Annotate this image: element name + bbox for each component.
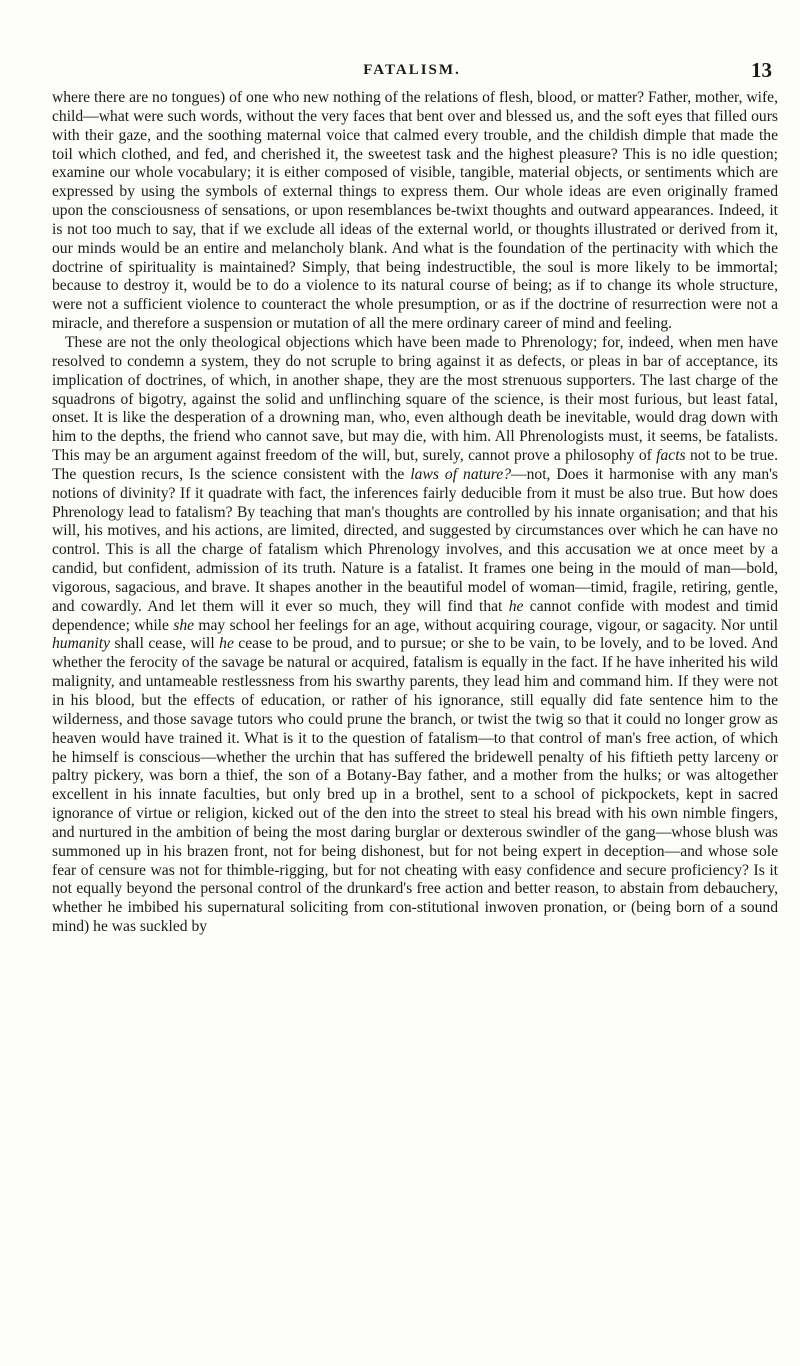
paragraph-text: —not, Does it harmonise with any man's notions of divinity? If it quadrate with fact, the inferences fairly deducible from it must be also true. But how does Phrenology lead to fatalism? By teaching that man's thoughts are controlled by his innate organisation; and that his will, his motives, and his actions, are limited, directed, and suggested by circumstances over which he can have no control. This is all the charge of fatalism which Phrenology involves, and this accusation we at once meet by a candid, but confident, admission of its truth. Nature is a fatalist. It frames one being in the mould of man—bold, vigorous, sagacious, and brave. It shapes another in the beautiful model of woman—timid, fragile, retiring, gentle, and cowardly. And let them will it ever so much, they will find that	[52, 465, 778, 615]
paragraph-text: not to be true. The question recurs, Is the science consistent with the	[52, 447, 778, 483]
running-header	[52, 58, 772, 86]
italic-text: she	[173, 616, 195, 634]
paragraph	[52, 334, 778, 937]
italic-text: facts	[656, 447, 686, 465]
italic-text: he	[508, 597, 524, 615]
italic-text: humanity	[52, 635, 111, 653]
paragraph-text: shall cease, will	[110, 635, 220, 653]
italic-text: he	[219, 635, 234, 653]
paragraph	[52, 89, 778, 334]
paragraph-text: These are not the only theological objections which have been made to Phrenology; for, indeed, when men have resolved to condemn a system, they do not scruple to bring against it as defects, or pleas in bar of acceptance, its implication of doctrines, of which, in another shape, they are the most strenuous supporters. The last charge of the squadrons of bigotry, against the solid and unflinching square of the science, is their most furious, but least fatal, onset. It is like the desperation of a drowning man, who, even although death be inevitable, would drag down with him to the depths, the friend who cannot save, but may die, with him. All Phrenologists must, it seems, be fatalists. This may be an argument against freedom of the will, but, surely, cannot prove a philosophy of	[52, 333, 778, 465]
paragraph-text: may school her feelings for an age, without acquiring courage, vigour, or sagacity. Nor until	[194, 616, 778, 634]
italic-text: laws of nature?	[410, 465, 511, 483]
page-number: 13	[751, 58, 772, 82]
chapter-title: FATALISM.	[363, 62, 461, 78]
body-text	[52, 89, 778, 937]
paragraph-text: cease to be proud, and to pursue; or she to be vain, to be lovely, and to be loved. And whether the ferocity of the savage be natural or acquired, fatalism is equally in the fact. If he have inherited his wild malignity, and untameable restlessness from his swarthy parents, they lead him and command him. If they were not in his blood, but the effects of education, or rather of his ignorance, still equally did fate sentence him to the wilderness, and those savage tutors who could prune the branch, or twist the twig so that it could no longer grow as heaven would have trained it. What is it to the question of fatalism—to that control of man's free action, of which he himself is conscious—whether the urchin that has suffered the bridewell penalty of his fiftieth petty larceny or paltry pickery, was born a thief, the son of a Botany-Bay father, and a mother from the hulks; or was altogether excellent in his innate faculties, but only bred up in a brothel, sent to a school of pickpockets, kept in sacred ignorance of virtue or religion, kicked out of the den into the street to steal his bread with his own nimble fingers, and nurtured in the ambition of being the most daring burglar or dexterous swindler of the gang—whose blush was summoned up in his brazen front, not for being dishonest, but for not being expert in deception—and whose sole fear of censure was not for thimble-rigging, but for not cheating with easy confidence and secure proficiency? Is it not equally beyond the personal control of the drunkard's free action and better reason, to abstain from debauchery, whether he imbibed his supernatural soliciting from con-stitutional inwoven pronation, or (being born of a sound mind) he was suckled by	[52, 635, 778, 936]
paragraph-text: where there are no tongues) of one who new nothing of the relations of flesh, blood, or matter? Father, mother, wife, child—what were such words, without the very faces that bent over and blessed us, and the soft eyes that filled ours with their gaze, and the soothing maternal voice that calmed every trouble, and the childish dimple that made the toil which clothed, and fed, and cherished it, the sweetest task and the highest pleasure? This is no idle question; examine our whole vocabulary; it is either composed of visible, tangible, material objects, or sentiments which are expressed by using the symbols of external things to express them. Our whole ideas are even originally framed upon the consciousness of sensations, or upon resemblances be-twixt thoughts and outward appearances. Indeed, it is not too much to say, that if we exclude all ideas of the external world, or thoughts illustrated or derived from it, our minds would be an entire and melancholy blank. And what is the foundation of the pertinacity with which the doctrine of spirituality is maintained? Simply, that being indestructible, the soul is more likely to be immortal; because to destroy it, would be to do a violence to its natural course of being; as if to change its whole structure, were not a sufficient violence to counteract the whole presumption, or as if the doctrine of resurrection were not a miracle, and therefore a suspension or mutation of all the mere ordinary career of mind and feeling.	[52, 89, 778, 333]
paragraph-text: cannot confide with modest and timid dependence; while	[52, 597, 779, 634]
